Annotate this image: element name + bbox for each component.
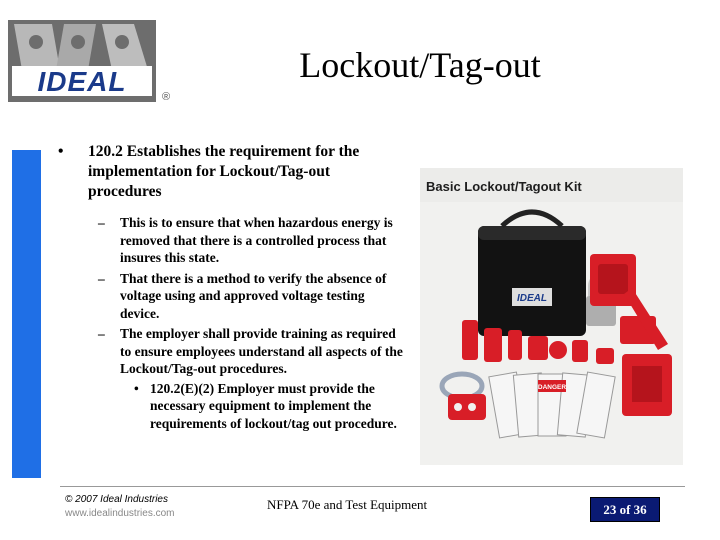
sub-bullet	[98, 270, 403, 323]
slide-title: Lockout/Tag-out	[299, 45, 541, 85]
sub-bullet-text: That there is a method to verify the absence of voltage using and approved voltage testing device.	[120, 270, 387, 321]
danger-tags	[489, 372, 615, 438]
tag-word: DANGER	[537, 384, 567, 391]
dash-marker: –	[98, 270, 105, 286]
bag-label: IDEAL	[517, 293, 547, 304]
sub-bullet	[98, 214, 403, 267]
bullet-level1	[58, 142, 403, 202]
sub-bullet-text: This is to ensure that when hazardous energy is removed that there is a controlled process that insures this state.	[120, 215, 393, 265]
copyright-text: © 2007 Ideal Industries	[65, 494, 168, 505]
bullet-marker: •	[58, 143, 64, 160]
page-number: 23 of 36	[590, 497, 660, 522]
dash-marker: –	[98, 326, 105, 341]
footer-title: NFPA 70e and Test Equipment	[267, 497, 428, 512]
bullet-text: 120.2 Establishes the requirement for the implementation for Lockout/Tag-out procedures	[88, 143, 360, 200]
photo-caption: Basic Lockout/Tagout Kit	[426, 179, 582, 194]
sub-bullet-text: The employer shall provide training as required to ensure employees understand all aspects of the Lockout/Tag-out procedures.	[120, 326, 403, 376]
lockout-kit-photo	[420, 168, 683, 465]
sub-sub-bullet	[134, 380, 403, 433]
sub-sub-bullet-text: 120.2(E)(2) Employer must provide the necessary equipment to implement the requirements of lockout/tag out procedure.	[150, 380, 397, 431]
registered-mark: ®	[161, 91, 171, 103]
footer-rule	[60, 486, 685, 487]
bullet-content	[58, 142, 403, 432]
website-link[interactable]: www.idealindustries.com	[65, 508, 175, 519]
accent-bar	[12, 150, 41, 478]
logo-text: IDEAL	[37, 66, 127, 97]
bullet-marker: •	[134, 380, 139, 396]
sub-bullet	[98, 325, 403, 378]
dash-marker: –	[98, 215, 105, 230]
ideal-logo	[8, 20, 176, 106]
